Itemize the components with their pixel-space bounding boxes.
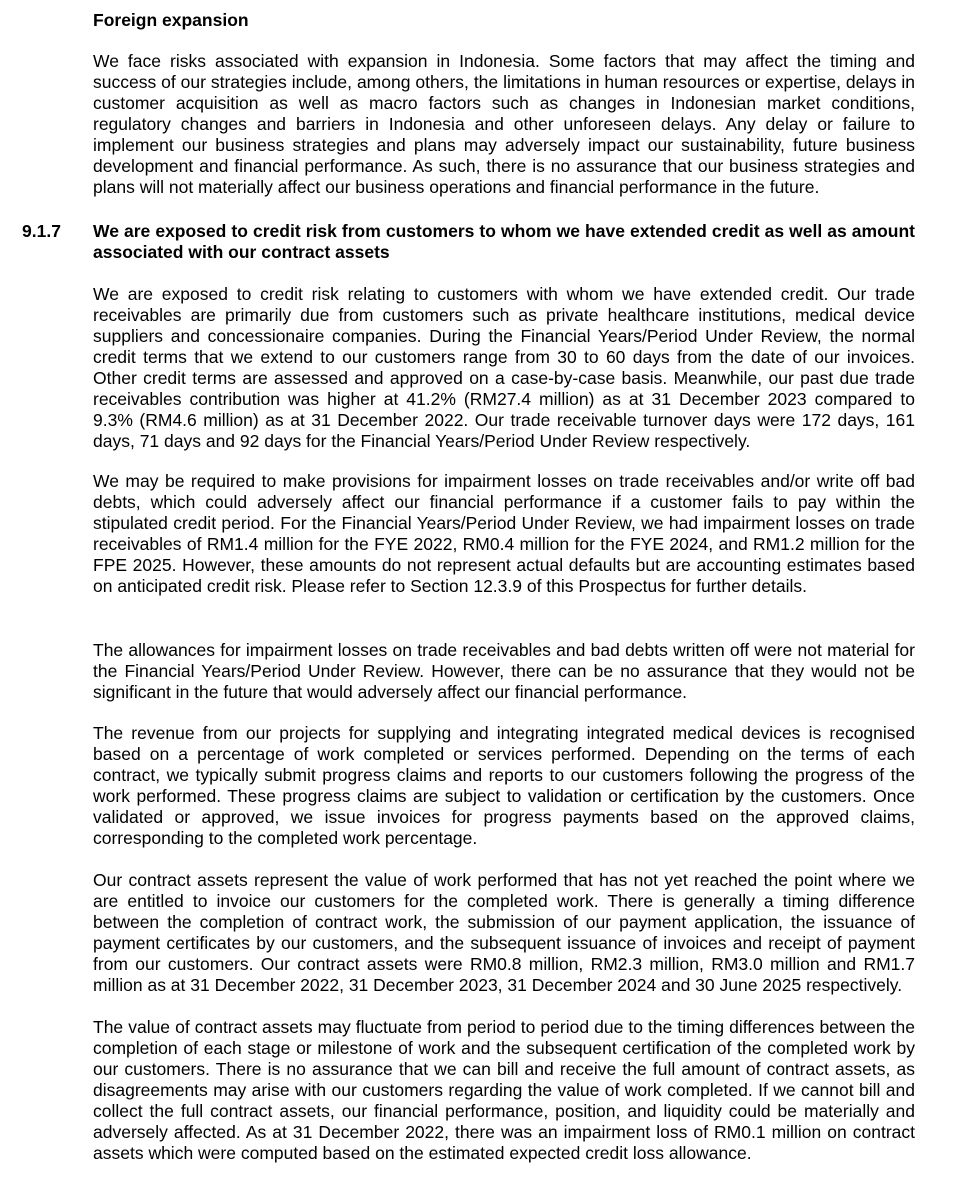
paragraph-contract-assets: Our contract assets represent the value of work performed that has not yet reached the point where we are entitled to invoice our customers for the completed work. There is generally a timing difference between the completion of contract work, the submission of our payment application, the issuance of payment certificates by our customers, and the subsequent issuance of invoices and receipt of payment from our customers. Our contract assets were RM0.8 million, RM2.3 million, RM3.0 million and RM1.7 million as at 31 December 2022, 31 December 2023, 31 December 2024 and 30 June 2025 respectively. [93, 870, 915, 995]
paragraph-credit-risk: We are exposed to credit risk relating to customers with whom we have extended credit. Our trade receivables are primarily due from customers such as private healthcare institutions, medical device suppliers and concessionaire companies. During the Financial Years/Period Under Review, the normal credit terms that we extend to our customers range from 30 to 60 days from the date of our invoices. Other credit terms are assessed and approved on a case-by-case basis. Meanwhile, our past due trade receivables contribution was higher at 41.2% (RM27.4 million) as at 31 December 2023 compared to 9.3% (RM4.6 million) as at 31 December 2022. Our trade receivable turnover days were 172 days, 161 days, 71 days and 92 days for the Financial Years/Period Under Review respectively. [93, 284, 915, 451]
paragraph-contract-assets-fluctuation: The value of contract assets may fluctuate from period to period due to the timing differences between the completion of each stage or milestone of work and the subsequent certification of the completed work by our customers. There is no assurance that we can bill and receive the full amount of contract assets, as disagreements may arise with our customers regarding the value of work completed. If we cannot bill and collect the full contract assets, our financial performance, position, and liquidity could be materially and adversely affected. As at 31 December 2022, there was an impairment loss of RM0.1 million on contract assets which were computed based on the estimated expected credit loss allowance. [93, 1017, 915, 1163]
paragraph-impairment-provisions: We may be required to make provisions for impairment losses on trade receivables and/or write off bad debts, which could adversely affect our financial performance if a customer fails to pay within the stipulated credit period. For the Financial Years/Period Under Review, we had impairment losses on trade receivables of RM1.4 million for the FYE 2022, RM0.4 million for the FYE 2024, and RM1.2 million for the FPE 2025. However, these amounts do not represent actual defaults but are accounting estimates based on anticipated credit risk. Please refer to Section 12.3.9 of this Prospectus for further details. [93, 471, 915, 596]
section-number: 9.1.7 [22, 221, 61, 241]
section-title: We are exposed to credit risk from customers to whom we have extended credit as well as amount associated with our contract assets [93, 221, 915, 262]
paragraph-allowances: The allowances for impairment losses on trade receivables and bad debts written off were not material for the Financial Years/Period Under Review. However, there can be no assurance that they would not be significant in the future that would adversely affect our financial performance. [93, 640, 915, 702]
paragraph-foreign-expansion: We face risks associated with expansion in Indonesia. Some factors that may affect the timing and success of our strategies include, among others, the limitations in human resources or expertise, delays in customer acquisition as well as macro factors such as changes in Indonesian market conditions, regulatory changes and barriers in Indonesia and other unforeseen delays. Any delay or failure to implement our business strategies and plans may adversely impact our sustainability, future business development and financial performance. As such, there is no assurance that our business strategies and plans will not materially affect our business operations and financial performance in the future. [93, 51, 915, 197]
paragraph-revenue-recognition: The revenue from our projects for supplying and integrating integrated medical devices is recognised based on a percentage of work completed or services performed. Depending on the terms of each contract, we typically submit progress claims and reports to our customers following the progress of the work performed. These progress claims are subject to validation or certification by the customers. Once validated or approved, we issue invoices for progress payments based on the approved claims, corresponding to the completed work percentage. [93, 723, 915, 848]
subheading-foreign-expansion: Foreign expansion [93, 10, 249, 30]
